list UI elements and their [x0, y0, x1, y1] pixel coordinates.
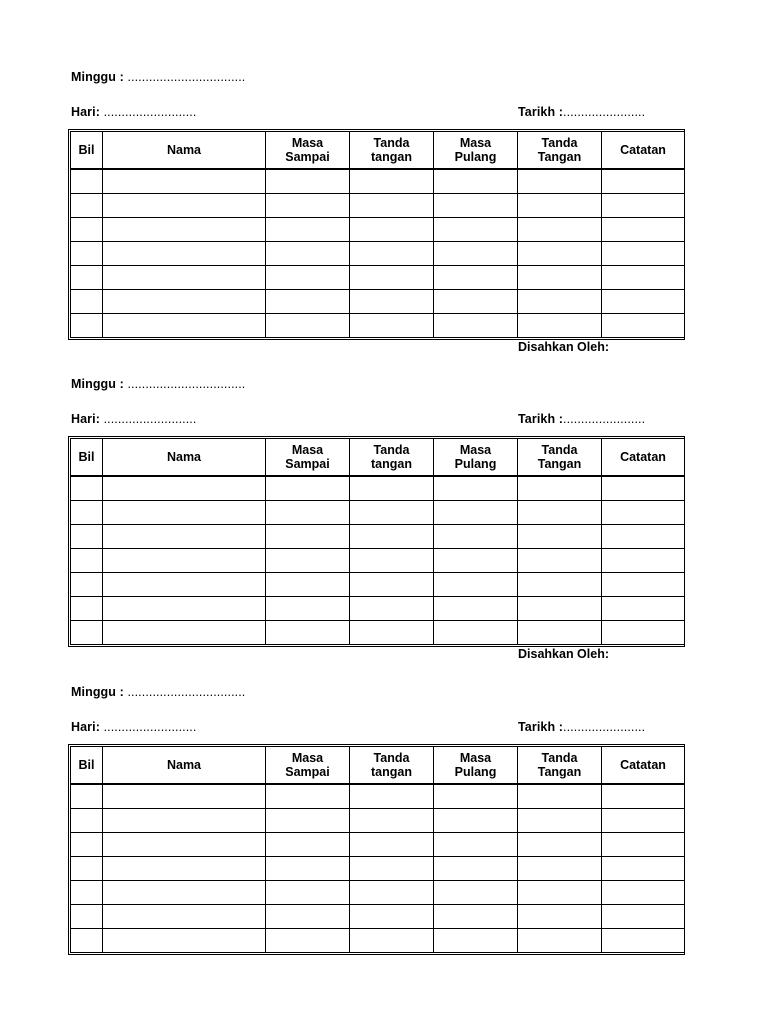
masa-sampai-cell[interactable]	[266, 266, 350, 290]
catatan-cell[interactable]	[602, 621, 685, 645]
tanda-tangan-keluar-cell[interactable]	[518, 784, 602, 809]
nama-cell[interactable]	[103, 314, 266, 338]
table-row	[71, 573, 685, 597]
tanda-tangan-masuk-cell[interactable]	[350, 549, 434, 573]
catatan-cell[interactable]	[602, 881, 685, 905]
nama-cell[interactable]	[103, 266, 266, 290]
nama-cell[interactable]	[103, 833, 266, 857]
table-header-row	[71, 747, 685, 785]
masa-pulang-cell[interactable]	[434, 194, 518, 218]
header-tanda-tangan-masuk-line1: Tanda	[373, 136, 410, 150]
table-row	[71, 314, 685, 338]
tanda-tangan-masuk-cell[interactable]	[350, 881, 434, 905]
catatan-cell[interactable]	[602, 169, 685, 194]
header-tanda-tangan-keluar-line2: Tangan	[537, 765, 582, 779]
tarikh-blank: .......................	[563, 720, 646, 734]
header-tanda-tangan-keluar	[518, 747, 602, 785]
hari-field	[71, 412, 196, 426]
minggu-field	[71, 377, 245, 391]
nama-cell[interactable]	[103, 476, 266, 501]
nama-cell[interactable]	[103, 549, 266, 573]
tanda-tangan-keluar-cell[interactable]	[518, 549, 602, 573]
tarikh-blank: .......................	[563, 105, 646, 119]
tanda-tangan-masuk-cell[interactable]	[350, 194, 434, 218]
masa-pulang-cell[interactable]	[434, 929, 518, 953]
minggu-blank: .................................	[127, 70, 246, 84]
hari-field	[71, 720, 196, 734]
nama-cell[interactable]	[103, 597, 266, 621]
table-row	[71, 501, 685, 525]
bil-cell[interactable]	[71, 809, 103, 833]
tanda-tangan-keluar-cell[interactable]	[518, 905, 602, 929]
header-catatan: Catatan	[602, 439, 685, 477]
nama-cell[interactable]	[103, 290, 266, 314]
bil-cell[interactable]	[71, 549, 103, 573]
catatan-cell[interactable]	[602, 218, 685, 242]
table-row	[71, 905, 685, 929]
bil-cell[interactable]	[71, 525, 103, 549]
tanda-tangan-keluar-cell[interactable]	[518, 857, 602, 881]
masa-sampai-cell[interactable]	[266, 881, 350, 905]
minggu-field	[71, 70, 245, 84]
masa-pulang-cell[interactable]	[434, 266, 518, 290]
header-masa-pulang	[434, 439, 518, 477]
masa-sampai-cell[interactable]	[266, 169, 350, 194]
catatan-cell[interactable]	[602, 501, 685, 525]
masa-pulang-cell[interactable]	[434, 314, 518, 338]
masa-sampai-cell[interactable]	[266, 194, 350, 218]
header-tanda-tangan-masuk	[350, 439, 434, 477]
header-masa-pulang-line2: Pulang	[454, 765, 497, 779]
tanda-tangan-keluar-cell[interactable]	[518, 314, 602, 338]
tarikh-field	[518, 720, 645, 734]
masa-sampai-cell[interactable]	[266, 242, 350, 266]
header-tanda-tangan-keluar-line1: Tanda	[541, 751, 578, 765]
header-tanda-tangan-masuk	[350, 747, 434, 785]
header-tanda-tangan-masuk-line2: tangan	[371, 150, 412, 164]
minggu-label: Minggu :	[71, 70, 124, 84]
nama-cell[interactable]	[103, 573, 266, 597]
catatan-cell[interactable]	[602, 194, 685, 218]
masa-pulang-cell[interactable]	[434, 809, 518, 833]
masa-pulang-cell[interactable]	[434, 573, 518, 597]
catatan-cell[interactable]	[602, 809, 685, 833]
bil-cell[interactable]	[71, 857, 103, 881]
table-row	[71, 194, 685, 218]
hari-label: Hari:	[71, 720, 100, 734]
attendance-table	[68, 436, 685, 647]
catatan-cell[interactable]	[602, 242, 685, 266]
tanda-tangan-masuk-cell[interactable]	[350, 266, 434, 290]
table-row	[71, 525, 685, 549]
header-bil: Bil	[71, 132, 103, 170]
header-masa-pulang-line2: Pulang	[454, 150, 497, 164]
nama-cell[interactable]	[103, 194, 266, 218]
masa-sampai-cell[interactable]	[266, 784, 350, 809]
masa-pulang-cell[interactable]	[434, 621, 518, 645]
nama-cell[interactable]	[103, 621, 266, 645]
header-tanda-tangan-keluar-line2: Tangan	[537, 457, 582, 471]
header-bil: Bil	[71, 747, 103, 785]
masa-sampai-cell[interactable]	[266, 597, 350, 621]
header-tanda-tangan-masuk-line2: tangan	[371, 457, 412, 471]
bil-cell[interactable]	[71, 476, 103, 501]
tarikh-field	[518, 412, 645, 426]
catatan-cell[interactable]	[602, 290, 685, 314]
masa-pulang-cell[interactable]	[434, 784, 518, 809]
table-row	[71, 784, 685, 809]
catatan-cell[interactable]	[602, 833, 685, 857]
bil-cell[interactable]	[71, 290, 103, 314]
hari-blank: ..........................	[103, 105, 197, 119]
header-masa-sampai-line2: Sampai	[285, 150, 330, 164]
table-row	[71, 881, 685, 905]
table-row	[71, 597, 685, 621]
table-row	[71, 290, 685, 314]
table-header-row	[71, 439, 685, 477]
bil-cell[interactable]	[71, 218, 103, 242]
hari-label: Hari:	[71, 412, 100, 426]
tanda-tangan-masuk-cell[interactable]	[350, 290, 434, 314]
tanda-tangan-keluar-cell[interactable]	[518, 833, 602, 857]
catatan-cell[interactable]	[602, 784, 685, 809]
tanda-tangan-keluar-cell[interactable]	[518, 501, 602, 525]
disahkan-label: Disahkan Oleh:	[518, 340, 609, 354]
catatan-cell[interactable]	[602, 573, 685, 597]
tanda-tangan-masuk-cell[interactable]	[350, 833, 434, 857]
masa-pulang-cell[interactable]	[434, 905, 518, 929]
header-masa-sampai-line2: Sampai	[285, 457, 330, 471]
masa-sampai-cell[interactable]	[266, 549, 350, 573]
header-tanda-tangan-masuk-line1: Tanda	[373, 443, 410, 457]
tanda-tangan-keluar-cell[interactable]	[518, 525, 602, 549]
masa-sampai-cell[interactable]	[266, 290, 350, 314]
nama-cell[interactable]	[103, 169, 266, 194]
tanda-tangan-masuk-cell[interactable]	[350, 169, 434, 194]
nama-cell[interactable]	[103, 905, 266, 929]
header-tanda-tangan-keluar	[518, 439, 602, 477]
nama-cell[interactable]	[103, 784, 266, 809]
catatan-cell[interactable]	[602, 476, 685, 501]
header-masa-sampai	[266, 747, 350, 785]
nama-cell[interactable]	[103, 218, 266, 242]
header-masa-pulang-line1: Masa	[459, 443, 492, 457]
masa-sampai-cell[interactable]	[266, 501, 350, 525]
bil-cell[interactable]	[71, 833, 103, 857]
header-masa-sampai-line1: Masa	[291, 443, 324, 457]
table-row	[71, 242, 685, 266]
header-masa-sampai-line1: Masa	[291, 751, 324, 765]
disahkan-label: Disahkan Oleh:	[518, 647, 609, 661]
table-row	[71, 929, 685, 953]
tanda-tangan-masuk-cell[interactable]	[350, 929, 434, 953]
header-nama: Nama	[103, 132, 266, 170]
bil-cell[interactable]	[71, 194, 103, 218]
tanda-tangan-keluar-cell[interactable]	[518, 242, 602, 266]
catatan-cell[interactable]	[602, 549, 685, 573]
masa-sampai-cell[interactable]	[266, 525, 350, 549]
table-row	[71, 809, 685, 833]
minggu-field	[71, 685, 245, 699]
header-masa-pulang	[434, 747, 518, 785]
masa-sampai-cell[interactable]	[266, 833, 350, 857]
table-row	[71, 266, 685, 290]
catatan-cell[interactable]	[602, 857, 685, 881]
minggu-blank: .................................	[127, 685, 246, 699]
minggu-label: Minggu :	[71, 377, 124, 391]
header-masa-pulang-line1: Masa	[459, 751, 492, 765]
tanda-tangan-keluar-cell[interactable]	[518, 194, 602, 218]
masa-sampai-cell[interactable]	[266, 857, 350, 881]
tanda-tangan-keluar-cell[interactable]	[518, 266, 602, 290]
catatan-cell[interactable]	[602, 929, 685, 953]
table-row	[71, 857, 685, 881]
header-tanda-tangan-keluar-line2: Tangan	[537, 150, 582, 164]
masa-pulang-cell[interactable]	[434, 501, 518, 525]
header-tanda-tangan-masuk-line2: tangan	[371, 765, 412, 779]
tanda-tangan-masuk-cell[interactable]	[350, 597, 434, 621]
bil-cell[interactable]	[71, 266, 103, 290]
table-header-row	[71, 132, 685, 170]
header-masa-sampai	[266, 132, 350, 170]
catatan-cell[interactable]	[602, 597, 685, 621]
bil-cell[interactable]	[71, 573, 103, 597]
catatan-cell[interactable]	[602, 314, 685, 338]
tanda-tangan-masuk-cell[interactable]	[350, 784, 434, 809]
tanda-tangan-keluar-cell[interactable]	[518, 218, 602, 242]
tanda-tangan-keluar-cell[interactable]	[518, 169, 602, 194]
attendance-table	[68, 129, 685, 340]
tanda-tangan-keluar-cell[interactable]	[518, 881, 602, 905]
masa-pulang-cell[interactable]	[434, 476, 518, 501]
nama-cell[interactable]	[103, 501, 266, 525]
nama-cell[interactable]	[103, 857, 266, 881]
hari-label: Hari:	[71, 105, 100, 119]
header-tanda-tangan-masuk-line1: Tanda	[373, 751, 410, 765]
table-row	[71, 169, 685, 194]
tanda-tangan-keluar-cell[interactable]	[518, 809, 602, 833]
tanda-tangan-masuk-cell[interactable]	[350, 218, 434, 242]
tanda-tangan-masuk-cell[interactable]	[350, 809, 434, 833]
header-bil: Bil	[71, 439, 103, 477]
catatan-cell[interactable]	[602, 525, 685, 549]
hari-field	[71, 105, 196, 119]
masa-pulang-cell[interactable]	[434, 218, 518, 242]
masa-sampai-cell[interactable]	[266, 573, 350, 597]
tanda-tangan-keluar-cell[interactable]	[518, 621, 602, 645]
masa-sampai-cell[interactable]	[266, 929, 350, 953]
masa-pulang-cell[interactable]	[434, 290, 518, 314]
tanda-tangan-keluar-cell[interactable]	[518, 290, 602, 314]
tarikh-label: Tarikh :	[518, 412, 564, 426]
masa-sampai-cell[interactable]	[266, 621, 350, 645]
tanda-tangan-masuk-cell[interactable]	[350, 476, 434, 501]
hari-blank: ..........................	[103, 412, 197, 426]
minggu-label: Minggu :	[71, 685, 124, 699]
masa-sampai-cell[interactable]	[266, 314, 350, 338]
header-masa-sampai-line1: Masa	[291, 136, 324, 150]
attendance-table	[68, 744, 685, 955]
header-masa-sampai-line2: Sampai	[285, 765, 330, 779]
masa-pulang-cell[interactable]	[434, 549, 518, 573]
masa-pulang-cell[interactable]	[434, 525, 518, 549]
header-nama: Nama	[103, 747, 266, 785]
masa-sampai-cell[interactable]	[266, 809, 350, 833]
tarikh-label: Tarikh :	[518, 105, 564, 119]
masa-pulang-cell[interactable]	[434, 881, 518, 905]
header-masa-sampai	[266, 439, 350, 477]
nama-cell[interactable]	[103, 881, 266, 905]
table-row	[71, 833, 685, 857]
tanda-tangan-masuk-cell[interactable]	[350, 857, 434, 881]
header-catatan: Catatan	[602, 747, 685, 785]
catatan-cell[interactable]	[602, 266, 685, 290]
catatan-cell[interactable]	[602, 905, 685, 929]
bil-cell[interactable]	[71, 621, 103, 645]
nama-cell[interactable]	[103, 929, 266, 953]
bil-cell[interactable]	[71, 881, 103, 905]
bil-cell[interactable]	[71, 242, 103, 266]
header-tanda-tangan-keluar-line1: Tanda	[541, 443, 578, 457]
tanda-tangan-masuk-cell[interactable]	[350, 501, 434, 525]
masa-sampai-cell[interactable]	[266, 905, 350, 929]
header-masa-pulang	[434, 132, 518, 170]
masa-pulang-cell[interactable]	[434, 833, 518, 857]
header-tanda-tangan-keluar-line1: Tanda	[541, 136, 578, 150]
tanda-tangan-masuk-cell[interactable]	[350, 242, 434, 266]
tanda-tangan-keluar-cell[interactable]	[518, 929, 602, 953]
masa-pulang-cell[interactable]	[434, 169, 518, 194]
table-row	[71, 549, 685, 573]
hari-blank: ..........................	[103, 720, 197, 734]
header-tanda-tangan-masuk	[350, 132, 434, 170]
masa-pulang-cell[interactable]	[434, 242, 518, 266]
nama-cell[interactable]	[103, 525, 266, 549]
tarikh-blank: .......................	[563, 412, 646, 426]
bil-cell[interactable]	[71, 314, 103, 338]
header-catatan: Catatan	[602, 132, 685, 170]
masa-pulang-cell[interactable]	[434, 857, 518, 881]
tanda-tangan-masuk-cell[interactable]	[350, 525, 434, 549]
tarikh-field	[518, 105, 645, 119]
tanda-tangan-keluar-cell[interactable]	[518, 597, 602, 621]
masa-pulang-cell[interactable]	[434, 597, 518, 621]
header-masa-pulang-line2: Pulang	[454, 457, 497, 471]
masa-sampai-cell[interactable]	[266, 476, 350, 501]
header-masa-pulang-line1: Masa	[459, 136, 492, 150]
header-tanda-tangan-keluar	[518, 132, 602, 170]
tanda-tangan-masuk-cell[interactable]	[350, 314, 434, 338]
table-row	[71, 621, 685, 645]
tarikh-label: Tarikh :	[518, 720, 564, 734]
bil-cell[interactable]	[71, 169, 103, 194]
tanda-tangan-keluar-cell[interactable]	[518, 476, 602, 501]
bil-cell[interactable]	[71, 597, 103, 621]
nama-cell[interactable]	[103, 242, 266, 266]
table-row	[71, 476, 685, 501]
minggu-blank: .................................	[127, 377, 246, 391]
tanda-tangan-masuk-cell[interactable]	[350, 573, 434, 597]
bil-cell[interactable]	[71, 905, 103, 929]
tanda-tangan-masuk-cell[interactable]	[350, 905, 434, 929]
bil-cell[interactable]	[71, 929, 103, 953]
bil-cell[interactable]	[71, 501, 103, 525]
bil-cell[interactable]	[71, 784, 103, 809]
masa-sampai-cell[interactable]	[266, 218, 350, 242]
nama-cell[interactable]	[103, 809, 266, 833]
tanda-tangan-masuk-cell[interactable]	[350, 621, 434, 645]
table-row	[71, 218, 685, 242]
header-nama: Nama	[103, 439, 266, 477]
tanda-tangan-keluar-cell[interactable]	[518, 573, 602, 597]
